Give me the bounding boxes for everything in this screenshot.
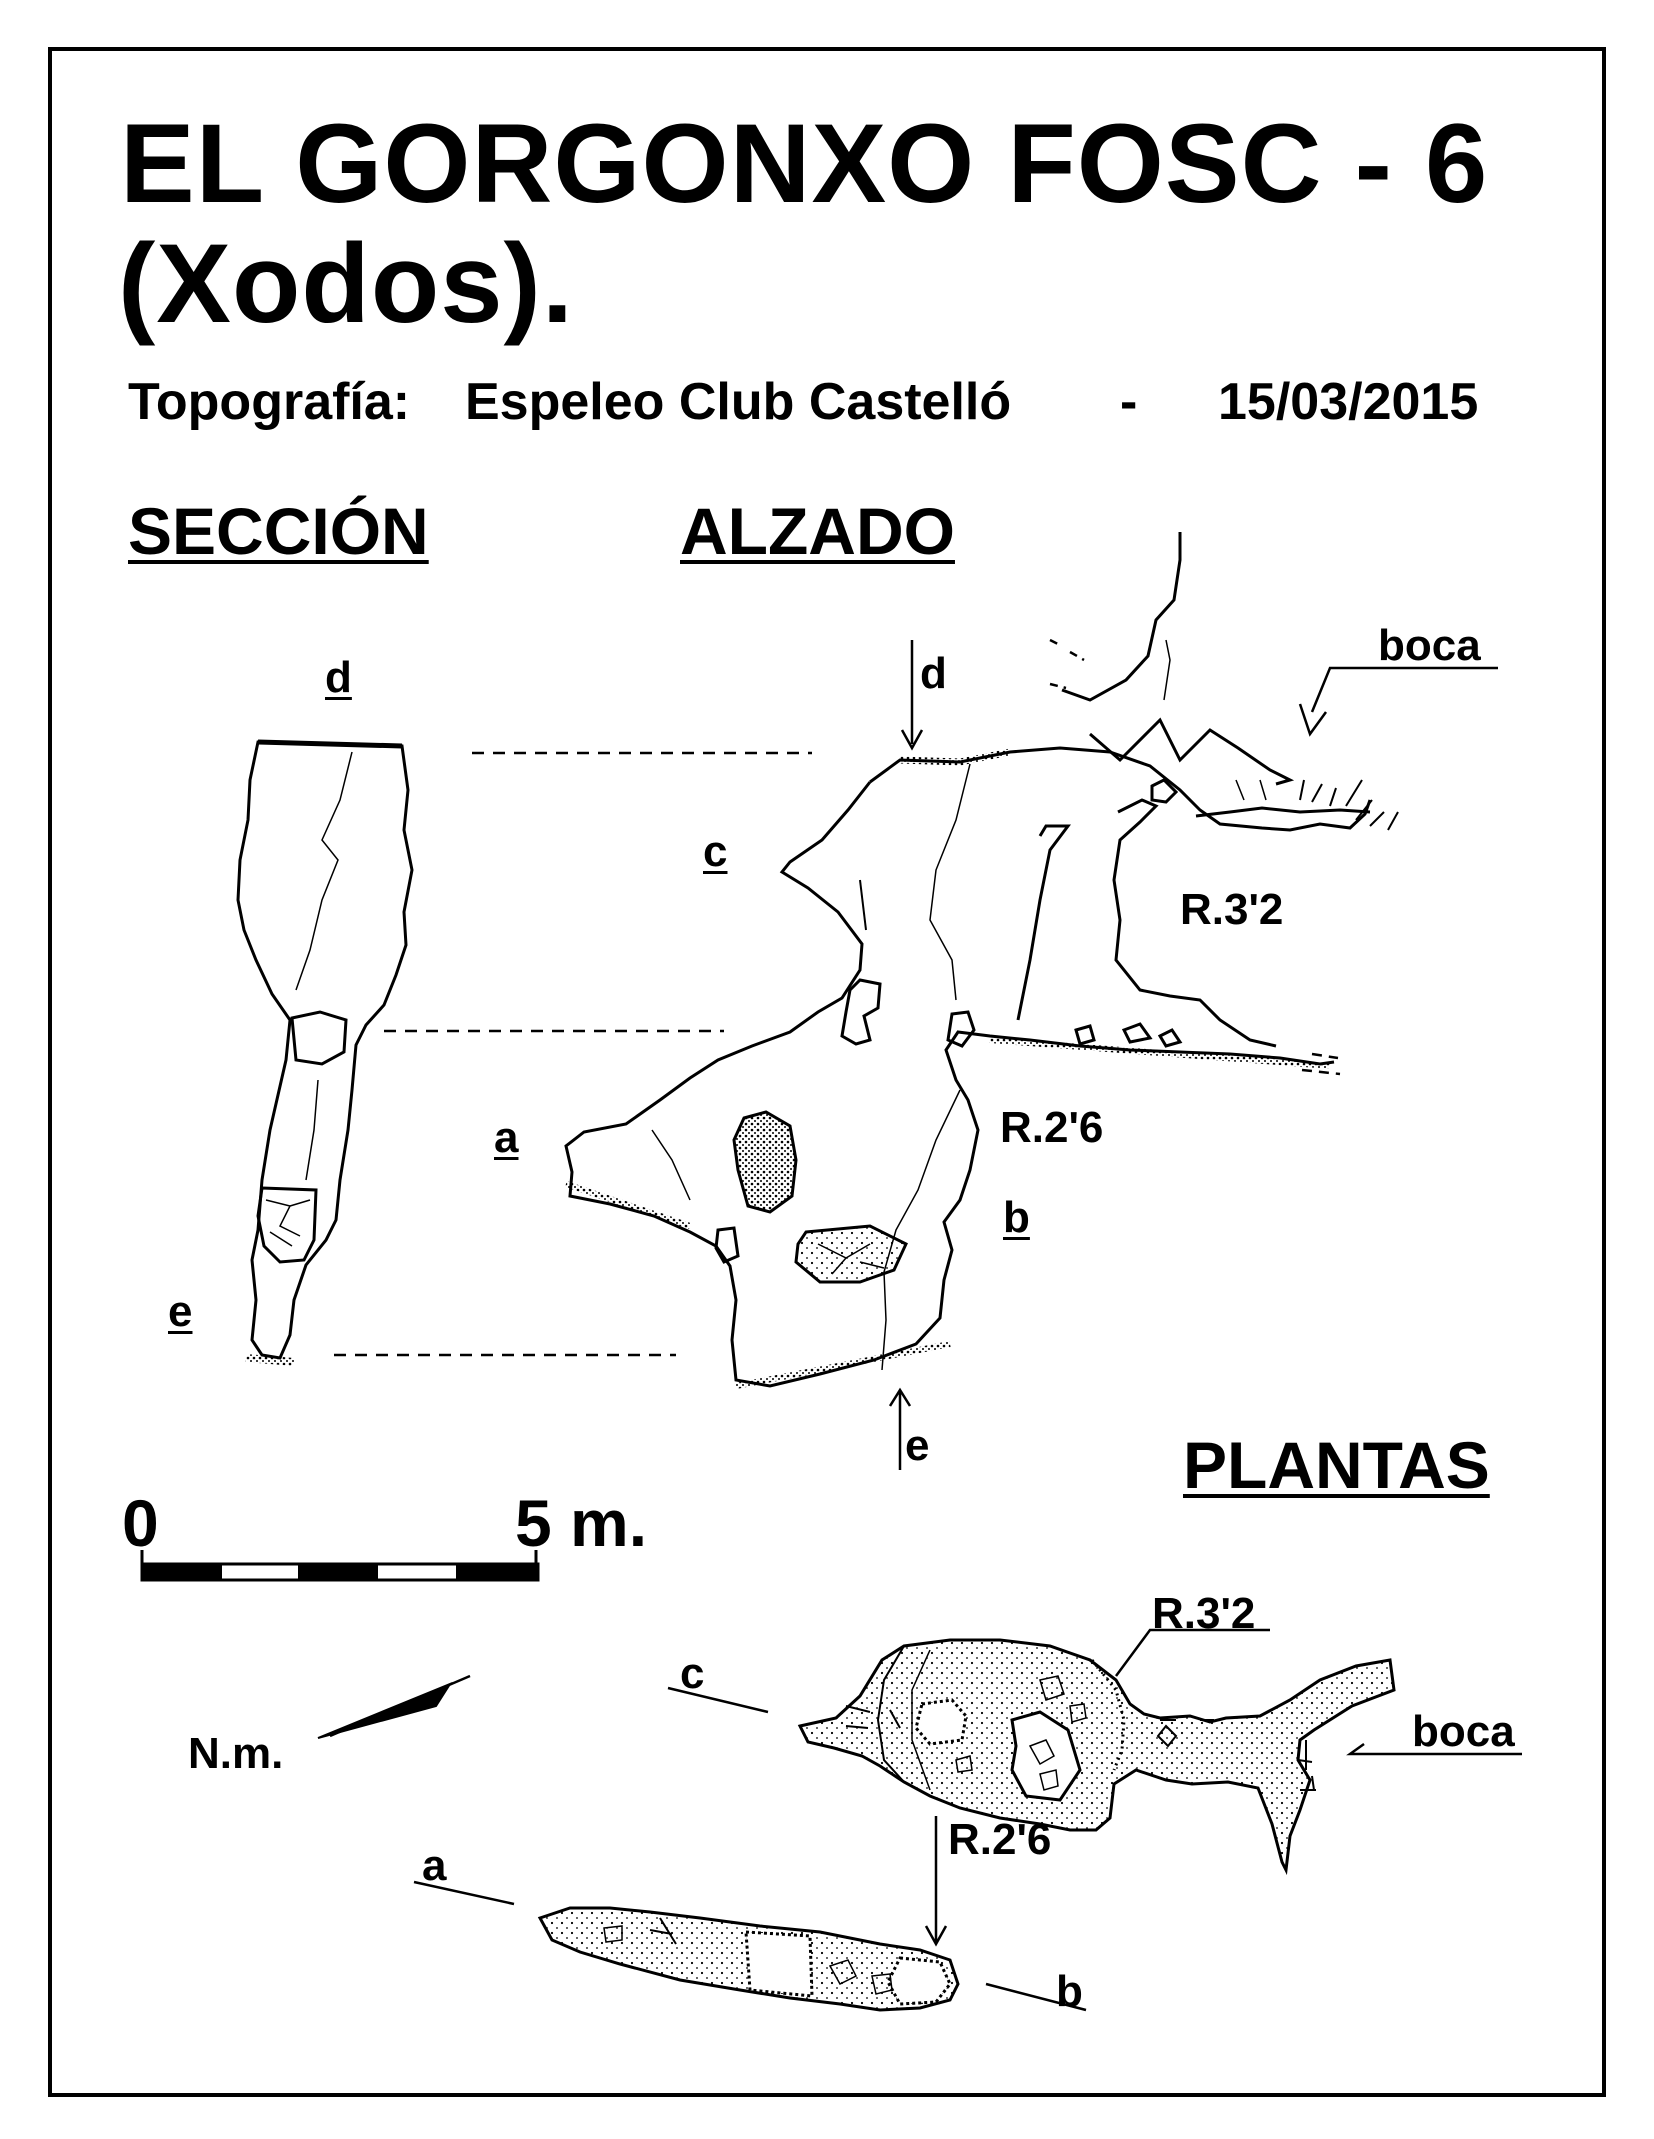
elevation-boulder-3 xyxy=(716,1228,738,1262)
elevation-floor-a xyxy=(566,1184,690,1226)
plan-shaft-2-6-arrow xyxy=(926,1816,946,1944)
plan-heading: PLANTAS xyxy=(1183,1428,1490,1502)
plan-section-line-a xyxy=(414,1882,514,1904)
elevation-boulders-mid xyxy=(796,1226,906,1282)
elevation-heading: ALZADO xyxy=(680,494,955,568)
plan-section-line-b xyxy=(986,1984,1086,2010)
plan-view xyxy=(414,1630,1522,2010)
plan-lower-shaft xyxy=(746,1932,812,1996)
section-heading: SECCIÓN xyxy=(128,494,429,568)
north-arrow-icon xyxy=(318,1676,470,1738)
map-title-line-1: EL GORGONXO FOSC - 6 xyxy=(120,101,1489,226)
entrance-arrow xyxy=(1300,668,1498,734)
plan-lower-pit xyxy=(888,1958,950,2004)
cross-section-ceiling xyxy=(258,742,402,746)
plan-entrance-label: boca xyxy=(1412,1707,1515,1756)
cross-section xyxy=(238,742,412,1362)
elevation-crack-2 xyxy=(882,1090,960,1370)
elevation-label-d: d xyxy=(920,649,947,698)
cross-section-boulder xyxy=(292,1012,346,1064)
elevation-inner-wall xyxy=(1114,800,1276,1046)
surface-slope xyxy=(1062,532,1180,700)
scale-bar xyxy=(142,1550,538,1580)
plan-shaft-3-2-arrow xyxy=(1116,1630,1270,1676)
plan-shaft-2-6-label: R.2'6 xyxy=(948,1815,1052,1864)
elevation-shaft-3-2-label: R.3'2 xyxy=(1180,885,1284,934)
surface-ground xyxy=(1196,808,1370,816)
plan-label-a: a xyxy=(422,1841,447,1890)
elevation-floor-lower xyxy=(736,1344,950,1386)
elevation-label-a: a xyxy=(494,1113,519,1162)
elevation-ceiling xyxy=(900,752,1010,762)
scale-end-label: 5 m. xyxy=(515,1486,648,1560)
elevation-label-e: e xyxy=(905,1421,930,1470)
elevation-floor-upper xyxy=(990,1040,1330,1066)
cross-section-boulders-lower xyxy=(258,1188,316,1262)
section-label-d: d xyxy=(325,653,352,702)
topography-label: Topografía: xyxy=(128,373,411,431)
scale-start-label: 0 xyxy=(122,1486,159,1560)
north-arrow-label: N.m. xyxy=(188,1729,284,1778)
surface-vegetation xyxy=(1300,780,1398,830)
elevation-shaft-wall xyxy=(1018,826,1068,1020)
elevation-right-wall xyxy=(860,880,866,930)
elevation-shaft-2-6-label: R.2'6 xyxy=(1000,1103,1104,1152)
elevation-entrance-label: boca xyxy=(1378,621,1481,670)
topography-date: 15/03/2015 xyxy=(1218,373,1479,431)
elevation-label-c: c xyxy=(703,827,728,876)
cross-section-crack xyxy=(296,752,352,990)
elevation-label-b: b xyxy=(1003,1193,1030,1242)
cross-section-floor xyxy=(246,1358,294,1362)
plan-label-b: b xyxy=(1056,1967,1083,2016)
map-title-line-2: (Xodos). xyxy=(118,221,574,346)
topography-club: Espeleo Club Castelló xyxy=(465,373,1012,431)
elevation-main-chamber xyxy=(566,782,1334,1386)
elevation-crack-3 xyxy=(652,1130,690,1200)
surface-slope-lower xyxy=(1090,720,1290,784)
elevation-marker-d xyxy=(902,640,922,748)
plan-main-chamber xyxy=(800,1640,1394,1870)
plan-entrance-arrow xyxy=(1350,1744,1522,1754)
longitudinal-elevation xyxy=(566,532,1498,1470)
plan-label-c: c xyxy=(680,1649,705,1698)
plan-section-line-c xyxy=(668,1688,768,1712)
section-label-e: e xyxy=(168,1287,193,1336)
elevation-block-dotted xyxy=(734,1112,796,1212)
elevation-crack-1 xyxy=(930,764,970,1000)
topography-separator: - xyxy=(1120,373,1138,431)
plan-shaft-3-2-label: R.3'2 xyxy=(1152,1589,1256,1638)
elevation-marker-e xyxy=(890,1390,910,1470)
elevation-boulder-2 xyxy=(948,1012,974,1046)
cross-section-crack-lower xyxy=(306,1080,318,1180)
